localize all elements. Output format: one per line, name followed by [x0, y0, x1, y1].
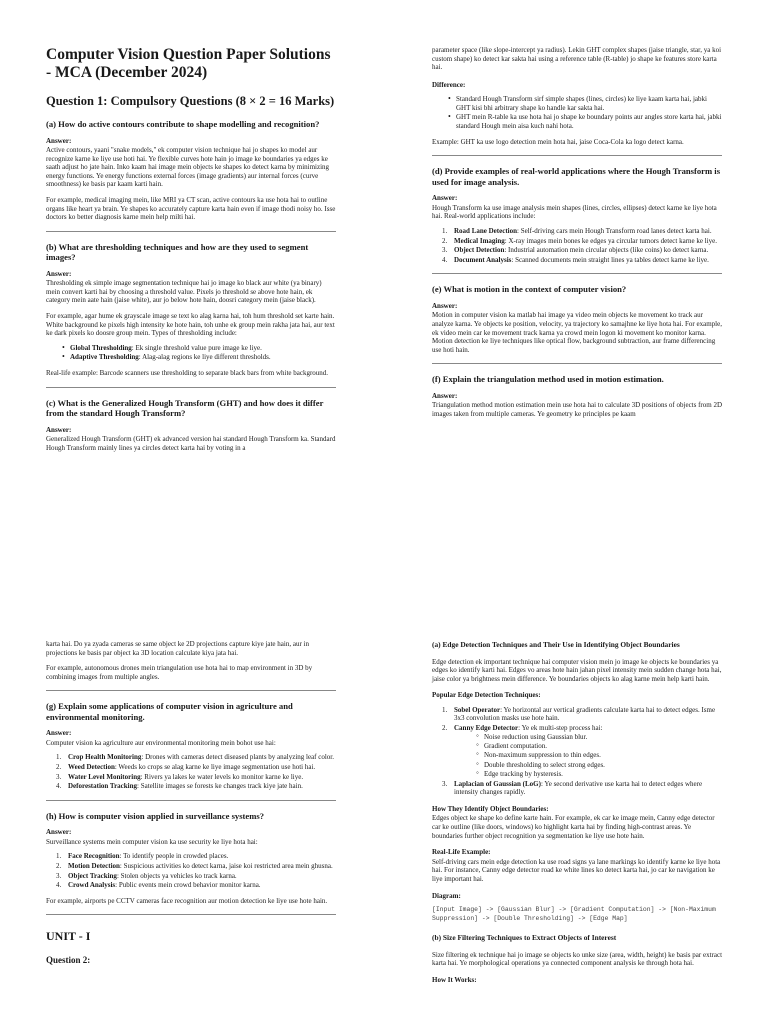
qc-paragraph-1: Generalized Hough Transform (GHT) ek advanced version hai standard Hough Transform ka. Standard Hough Transform mainly lines ya circles detect karta hai by voting in a	[46, 435, 336, 452]
qh-paragraph-1: Surveillance systems mein computer vision ka use security ke liye hota hai:	[46, 837, 258, 846]
list-item: • GHT mein R-table ka use hota hai jo shape ke boundary points aur angles store karta hai, jabki standard Hough mein aisa kuch nahi hota.	[448, 113, 722, 130]
list-item: • Adaptive Thresholding: Alag-alag regions ke liye different thresholds.	[62, 353, 336, 362]
real-life-label: Real-Life Example:	[432, 848, 491, 857]
list-item: • Standard Hough Transform sirf simple shapes (lines, circles) ke liye kaam karta hai, jabki GHT kisi bhi arbitrary shape ko handle kar sakta hai.	[448, 95, 722, 112]
left-column	[46, 0, 336, 452]
divider	[46, 231, 336, 232]
surveillance-list	[46, 852, 336, 889]
difference-list	[432, 95, 722, 130]
divider	[46, 800, 336, 801]
qc-paragraph-1-continued: parameter space (like slope-intercept ya radius). Lekin GHT complex shapes (jaise triangle, star, ya koi custom shape) ko detect kar sakta hai using a reference table (R-table) jo shape ke features store karta hai.	[432, 46, 722, 72]
qg-paragraph-1: Computer vision ka agriculture aur environmental monitoring mein bohot use hai:	[46, 738, 276, 747]
list-item: 1. Face Recognition: To identify people in crowded places.	[56, 852, 229, 861]
qb-heading: (b) What are thresholding techniques and how are they used to segment images?	[46, 241, 309, 263]
answer-label: Answer:	[432, 301, 458, 310]
answer-label: Answer:	[46, 729, 72, 738]
hough-applications-list	[432, 227, 722, 264]
list-item: 3. Object Detection: Industrial automation mein circular objects (like coins) ko detect karna.	[442, 246, 709, 255]
section-qc	[46, 398, 336, 453]
canny-steps-list	[454, 733, 722, 779]
edge-paragraph-1: Edge detection ek important technique hai computer vision mein jo image ke objects ke boundaries ya edges ko identify karti hai. Edges vo areas hote hain jahan pixel intensity mein sudden change hota hai, jaise color ya brightness mein difference. Ye boundaries objects ko alag karne mein help karti hain.	[432, 657, 722, 683]
edge-paragraph-3: Self-driving cars mein edge detection ka use road signs ya lane markings ko identify karne ke liye hota hai. For instance, Canny edge detector road ke white lines ko detect karta hai, jo car ke navigation ke liye important hai.	[432, 857, 721, 884]
document-title: Computer Vision Question Paper Solutions - MCA (December 2024)	[46, 46, 331, 81]
popular-techniques-label: Popular Edge Detection Techniques:	[432, 691, 541, 700]
qb-paragraph-1: Thresholding ek simple image segmentation technique hai jo image ko black aur white (ya binary) mein convert karti hai by choosing a threshold value. Pixels jo threshold se above hote hain, ek category mein aate hain (jaise white), aur jo below hote hain, doosri category mein (jaise black).	[46, 279, 322, 305]
difference-label: Difference:	[432, 80, 466, 89]
answer-label: Answer:	[46, 269, 72, 278]
qh-paragraph-2: For example, airports pe CCTV cameras face recognition aur motion detection ke liye use hote hain.	[46, 896, 328, 905]
left-column	[46, 630, 336, 966]
answer-label: Answer:	[46, 425, 72, 434]
list-item: 3. Object Tracking: Stolen objects ya vehicles ko track karna.	[56, 871, 237, 880]
list-item: 4. Deforestation Tracking: Satellite images se forests ke changes track kiye jate hain.	[56, 782, 303, 791]
qb-paragraph-2: For example, agar hume ek grayscale image se text ko alag karna hai, toh hum threshold set karte hain. White background ke pixels high intensity ke hote hain, toh unhe ek group mein rakha jata hai, aur text ke dark pixels ko doosre group mein. Types of thresholding include:	[46, 312, 335, 338]
answer-label: Answer:	[46, 136, 72, 145]
qc-heading: (c) What is the Generalized Hough Transform (GHT) and how does it differ from the standard Hough Transform?	[46, 397, 324, 419]
divider	[46, 914, 336, 915]
right-column	[432, 630, 722, 984]
size-filtering-paragraph: Size filtering ek technique hai jo image se objects ko unke size (area, width, height) ke basis par extract karta hai. Ye morphological operations ya connected component analysis ke through hota hai.	[432, 950, 723, 968]
answer-label: Answer:	[432, 391, 458, 400]
answer-label: Answer:	[432, 194, 458, 203]
unit-heading: UNIT - I	[46, 929, 91, 944]
qf-paragraph-continued: karta hai. Do ya zyada cameras se same object ke 2D projections capture kiye jate hain, aur in projections ke basis par object ka 3D location calculate kiya jata hai.	[46, 640, 309, 657]
question-1-heading: Question 1: Compulsory Questions (8 × 2 = 16 Marks)	[46, 94, 335, 108]
diagram-label: Diagram:	[432, 891, 461, 900]
section-qb	[46, 242, 336, 378]
edge-techniques-list	[432, 706, 722, 797]
section-qa	[46, 119, 336, 222]
divider	[432, 273, 722, 274]
qf-heading: (f) Explain the triangulation method used in motion estimation.	[432, 374, 664, 385]
list-item: 2. Motion Detection: Suspicious activities ko detect karna, jaise koi restricted area mein ghusna.	[56, 862, 333, 871]
list-item: 1. Sobel Operator: Ye horizontal aur vertical gradients calculate karta hai to detect edges. Isme 3x3 convolution masks use hote hain.	[442, 705, 716, 723]
list-item: ◦ Noise reduction using Gaussian blur.	[476, 733, 722, 741]
qc-paragraph-2: Example: GHT ka use logo detection mein hota hai, jaise Coca-Cola ka logo detect karna.	[432, 137, 684, 146]
divider	[432, 363, 722, 364]
qa-paragraph-2: For example, medical imaging mein, like MRI ya CT scan, active contours ka use hota hai to outline organs like heart ya brain. Ye shapes ko accurately capture karta hain even if image thodi noisy ho. Isse doctors ko better diagnosis karne mein help milti hai.	[46, 195, 336, 222]
list-item: 2. Canny Edge Detector: Ye ek multi-step process hai: ◦ Noise reduction using Gaussian blur. ◦ Gradient computation. ◦ Non-maximum suppression to thin edges. ◦ Double thresholding to select strong edges. ◦ Edge tracking by hysteresis.	[442, 724, 722, 779]
divider	[432, 155, 722, 156]
thresholding-list	[46, 344, 336, 362]
qf-paragraph-1: Triangulation method motion estimation mein use hota hai to calculate 3D positions of objects from 2D images taken from multiple cameras. Ye geometry ke principles pe kaam	[432, 401, 723, 418]
section-qf	[432, 374, 722, 418]
section-qd	[432, 166, 722, 264]
qe-paragraph-1: Motion in computer vision ka matlab hai image ya video mein objects ke movement ko track aur analyze karna. Ye objects ke position, velocity, ya trajectory ko samajhne ke liye hota hai. For example, ek video mein car ke movement track karna ya crowd mein logon ki movement ko monitor karna. Motion detection ke liye techniques like optical flow, background subtraction, aur frame differencing use hoti hain.	[432, 311, 722, 354]
qd-heading: (d) Provide examples of real-world applications where the Hough Transform is used for image analysis.	[432, 166, 721, 187]
question-2-heading: Question 2:	[46, 955, 91, 966]
list-item: • Global Thresholding: Ek single threshold value pure image ke liye.	[62, 344, 336, 353]
how-it-works-label: How It Works:	[432, 975, 477, 984]
section-qh	[46, 811, 336, 906]
page-gap	[0, 580, 768, 630]
edge-pipeline-diagram: [Input Image] -> [Gaussian Blur] -> [Gradient Computation] -> [Non-Maximum Suppression] -> [Double Thresholding] -> [Edge Map]	[432, 906, 716, 922]
list-item: 1. Crop Health Monitoring: Drones with cameras detect diseased plants by analyzing leaf color.	[56, 753, 335, 762]
list-item: 3. Water Level Monitoring: Rivers ya lakes ke water levels ko monitor karne ke liye.	[56, 772, 304, 781]
edge-paragraph-2: Edges object ke shape ko define karte hain. For example, ek car ke image mein, Canny edge detector car ke outline (like doors, windows) ko highlight karta hai by finding high-contrast areas. Ye boundaries further object recognition ya segmentation ke liye use hote hain.	[432, 814, 715, 840]
list-item: ◦ Non-maximum suppression to thin edges.	[476, 751, 722, 759]
list-item: 3. Laplacian of Gaussian (LoG): Ye second derivative use karta hai to detect edges where intensity changes rapidly.	[442, 779, 703, 797]
divider	[46, 690, 336, 691]
size-filtering-heading: (b) Size Filtering Techniques to Extract Objects of Interest	[432, 933, 617, 943]
qe-heading: (e) What is motion in the context of computer vision?	[432, 284, 627, 295]
qa-paragraph-1: Active contours, yaani "snake models," ek computer vision technique hai jo shapes ko model aur recognize karne ke liye use hoti hai. Ye flexible curves hote hain jo image ke boundaries ya edges ke saath adjust ho jate hain. Inko kaam hai image mein objects ke shapes ko detect karna by minimizing energy functions. Ye energy functions external forces (image gradients) aur internal forces (curve smoothness) ke basis par kaam karti hain.	[46, 146, 330, 189]
list-item: 4. Document Analysis: Scanned documents mein straight lines ya tables detect karne ke liye.	[442, 255, 709, 264]
how-identify-label: How They Identify Object Boundaries:	[432, 804, 549, 813]
list-item: ◦ Double thresholding to select strong edges.	[476, 761, 722, 769]
qf-paragraph-2: For example, autonomous drones mein triangulation use hota hai to map environment in 3D by combining images from multiple angles.	[46, 664, 313, 681]
list-item: ◦ Gradient computation.	[476, 742, 722, 750]
section-qg	[46, 701, 336, 790]
right-column	[432, 0, 722, 418]
edge-detection-heading: (a) Edge Detection Techniques and Their Use in Identifying Object Boundaries	[432, 640, 680, 649]
list-item: 2. Medical Imaging: X-ray images mein bones ke edges ya circular tumors detect karne ke liye.	[442, 236, 718, 245]
section-qe	[432, 284, 722, 354]
divider	[46, 387, 336, 388]
agriculture-list	[46, 753, 336, 790]
qd-paragraph-1: Hough Transform ka use image analysis mein shapes (lines, circles, ellipses) detect karne ke liye hota hai. Real-world applications include:	[432, 203, 717, 221]
list-item: 2. Weed Detection: Weeds ko crops se alag karne ke liye image segmentation use hoti hai.	[56, 763, 316, 772]
document-page-2	[0, 630, 768, 1024]
qb-paragraph-3: Real-life example: Barcode scanners use thresholding to separate black bars from white background.	[46, 369, 329, 377]
list-item: 4. Crowd Analysis: Public events mein crowd behavior monitor karna.	[56, 881, 261, 890]
qh-heading: (h) How is computer vision applied in surveillance systems?	[46, 810, 265, 821]
answer-label: Answer:	[46, 828, 72, 837]
qa-heading: (a) How do active contours contribute to shape modelling and recognition?	[46, 119, 320, 129]
list-item: ◦ Edge tracking by hysteresis.	[476, 770, 722, 778]
list-item: 1. Road Lane Detection: Self-driving cars mein Hough Transform road lanes detect karta hai.	[442, 226, 712, 235]
qg-heading: (g) Explain some applications of computer vision in agriculture and environmental monitoring.	[46, 701, 293, 722]
